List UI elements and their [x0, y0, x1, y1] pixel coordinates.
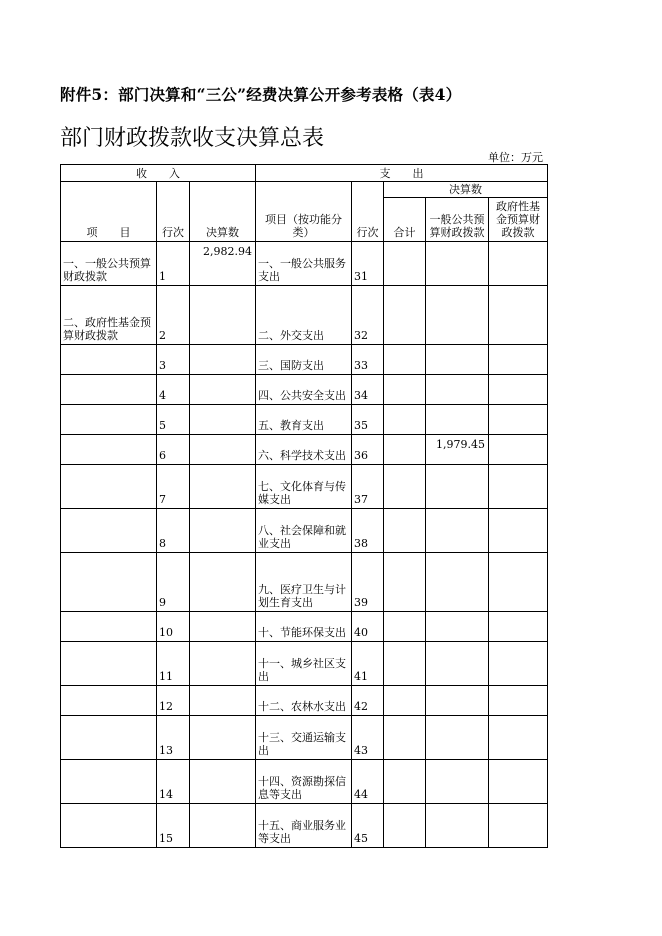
expense-row-no-cell: 31: [352, 242, 384, 286]
expense-row-no-cell: 33: [352, 345, 384, 375]
budget-group-header: 决算数: [384, 182, 548, 198]
expense-row-no-cell: 34: [352, 375, 384, 405]
expense-total-cell: [384, 435, 426, 465]
income-row-no-cell: 9: [157, 553, 190, 612]
table-row: [61, 642, 548, 686]
expense-total-cell: [384, 405, 426, 435]
expense-row-no-cell: 37: [352, 465, 384, 509]
expense-row-no-cell: 43: [352, 716, 384, 760]
expense-item-cell: 三、国防支出: [256, 345, 352, 375]
income-amount-cell: [190, 804, 256, 848]
col-expense-row-no-header: 行次: [352, 182, 384, 242]
income-amount-cell: [190, 435, 256, 465]
expense-general-budget-cell: [426, 465, 489, 509]
income-item-cell: [61, 509, 157, 553]
expense-gov-fund-cell: [489, 465, 548, 509]
col-item-header: 项 目: [61, 182, 157, 242]
income-row-no-cell: 7: [157, 465, 190, 509]
table-row: [61, 242, 548, 286]
table-row: [61, 716, 548, 760]
expense-total-cell: [384, 760, 426, 804]
expense-item-cell: 四、公共安全支出: [256, 375, 352, 405]
income-item-cell: 一、一般公共预算财政拨款: [61, 242, 157, 286]
expense-general-budget-cell: [426, 760, 489, 804]
expense-item-cell: 十一、城乡社区支出: [256, 642, 352, 686]
expense-general-budget-cell: [426, 509, 489, 553]
expense-row-no-cell: 32: [352, 286, 384, 345]
expense-item-cell: 九、医疗卫生与计划生育支出: [256, 553, 352, 612]
table-row: [61, 804, 548, 848]
income-item-cell: [61, 553, 157, 612]
income-amount-cell: [190, 686, 256, 716]
table-row: [61, 465, 548, 509]
expense-gov-fund-cell: [489, 435, 548, 465]
income-item-cell: [61, 612, 157, 642]
income-item-cell: [61, 760, 157, 804]
table-row: [61, 375, 548, 405]
income-row-no-cell: 14: [157, 760, 190, 804]
expense-item-cell: 二、外交支出: [256, 286, 352, 345]
expense-gov-fund-cell: [489, 345, 548, 375]
income-row-no-cell: 11: [157, 642, 190, 686]
expense-general-budget-cell: [426, 242, 489, 286]
col-amount-header: 决算数: [190, 182, 256, 242]
budget-summary-table: [60, 164, 548, 848]
expense-total-cell: [384, 242, 426, 286]
expense-row-no-cell: 35: [352, 405, 384, 435]
income-row-no-cell: 3: [157, 345, 190, 375]
table-row: [61, 686, 548, 716]
income-item-cell: [61, 465, 157, 509]
table-row: [61, 405, 548, 435]
income-amount-cell: [190, 760, 256, 804]
expense-gov-fund-cell: [489, 375, 548, 405]
expense-gov-fund-cell: [489, 405, 548, 435]
table-row: [61, 435, 548, 465]
income-row-no-cell: 15: [157, 804, 190, 848]
income-amount-cell: [190, 553, 256, 612]
income-amount-cell: [190, 465, 256, 509]
expense-general-budget-cell: [426, 286, 489, 345]
expense-row-no-cell: 38: [352, 509, 384, 553]
income-item-cell: [61, 642, 157, 686]
expense-row-no-cell: 44: [352, 760, 384, 804]
income-item-cell: [61, 716, 157, 760]
expense-item-cell: 十二、农林水支出: [256, 686, 352, 716]
income-header: 收 入: [61, 165, 256, 182]
table-row: [61, 509, 548, 553]
income-item-cell: [61, 804, 157, 848]
income-item-cell: [61, 435, 157, 465]
expense-row-no-cell: 42: [352, 686, 384, 716]
expense-item-cell: 六、科学技术支出: [256, 435, 352, 465]
col-general-budget-header: 一般公共预算财政拨款: [426, 198, 489, 242]
expense-general-budget-cell: [426, 686, 489, 716]
income-row-no-cell: 1: [157, 242, 190, 286]
income-amount-cell: [190, 509, 256, 553]
expense-row-no-cell: 39: [352, 553, 384, 612]
expense-general-budget-cell: 1,979.45: [426, 435, 489, 465]
income-row-no-cell: 8: [157, 509, 190, 553]
col-gov-fund-header: 政府性基金预算财政拨款: [489, 198, 548, 242]
income-item-cell: 二、政府性基金预算财政拨款: [61, 286, 157, 345]
expense-item-cell: 七、文化体育与传媒支出: [256, 465, 352, 509]
expense-item-cell: 十三、交通运输支出: [256, 716, 352, 760]
attachment-title: 附件5：部门决算和“三公”经费决算公开参考表格（表4）: [60, 85, 462, 104]
expense-total-cell: [384, 509, 426, 553]
income-row-no-cell: 4: [157, 375, 190, 405]
expense-gov-fund-cell: [489, 760, 548, 804]
expense-item-cell: 十四、资源勘探信息等支出: [256, 760, 352, 804]
income-amount-cell: [190, 716, 256, 760]
expense-total-cell: [384, 642, 426, 686]
table-row: [61, 286, 548, 345]
table-row: [61, 760, 548, 804]
income-amount-cell: [190, 375, 256, 405]
income-amount-cell: [190, 286, 256, 345]
expense-general-budget-cell: [426, 612, 489, 642]
expense-general-budget-cell: [426, 716, 489, 760]
income-amount-cell: [190, 642, 256, 686]
expense-total-cell: [384, 465, 426, 509]
expense-general-budget-cell: [426, 345, 489, 375]
table-row: [61, 612, 548, 642]
expense-gov-fund-cell: [489, 686, 548, 716]
expense-general-budget-cell: [426, 804, 489, 848]
income-item-cell: [61, 686, 157, 716]
expense-row-no-cell: 45: [352, 804, 384, 848]
income-amount-cell: [190, 345, 256, 375]
income-row-no-cell: 13: [157, 716, 190, 760]
col-expense-item-header: 项目（按功能分类）: [256, 182, 352, 242]
expense-item-cell: 一、一般公共服务支出: [256, 242, 352, 286]
expense-item-cell: 八、社会保障和就业支出: [256, 509, 352, 553]
expense-general-budget-cell: [426, 375, 489, 405]
col-row-no-header: 行次: [157, 182, 190, 242]
expense-total-cell: [384, 286, 426, 345]
expense-gov-fund-cell: [489, 553, 548, 612]
col-total-header: 合计: [384, 198, 426, 242]
expense-gov-fund-cell: [489, 804, 548, 848]
expense-header: 支 出: [256, 165, 548, 182]
table-row: [61, 553, 548, 612]
income-item-cell: [61, 405, 157, 435]
expense-total-cell: [384, 716, 426, 760]
income-amount-cell: 2,982.94: [190, 242, 256, 286]
expense-total-cell: [384, 804, 426, 848]
table-row: [61, 345, 548, 375]
income-row-no-cell: 12: [157, 686, 190, 716]
expense-gov-fund-cell: [489, 509, 548, 553]
expense-general-budget-cell: [426, 642, 489, 686]
expense-gov-fund-cell: [489, 286, 548, 345]
expense-total-cell: [384, 375, 426, 405]
page-title: 部门财政拨款收支决算总表: [60, 126, 325, 151]
income-item-cell: [61, 375, 157, 405]
income-amount-cell: [190, 405, 256, 435]
income-item-cell: [61, 345, 157, 375]
expense-gov-fund-cell: [489, 716, 548, 760]
expense-item-cell: 十、节能环保支出: [256, 612, 352, 642]
expense-row-no-cell: 41: [352, 642, 384, 686]
expense-general-budget-cell: [426, 553, 489, 612]
expense-gov-fund-cell: [489, 242, 548, 286]
income-row-no-cell: 5: [157, 405, 190, 435]
income-amount-cell: [190, 612, 256, 642]
expense-total-cell: [384, 553, 426, 612]
expense-row-no-cell: 40: [352, 612, 384, 642]
expense-total-cell: [384, 686, 426, 716]
expense-item-cell: 五、教育支出: [256, 405, 352, 435]
expense-general-budget-cell: [426, 405, 489, 435]
income-row-no-cell: 2: [157, 286, 190, 345]
income-row-no-cell: 6: [157, 435, 190, 465]
expense-row-no-cell: 36: [352, 435, 384, 465]
expense-total-cell: [384, 612, 426, 642]
expense-item-cell: 十五、商业服务业等支出: [256, 804, 352, 848]
unit-label: 单位：万元: [488, 151, 543, 164]
expense-total-cell: [384, 345, 426, 375]
expense-gov-fund-cell: [489, 642, 548, 686]
expense-gov-fund-cell: [489, 612, 548, 642]
income-row-no-cell: 10: [157, 612, 190, 642]
